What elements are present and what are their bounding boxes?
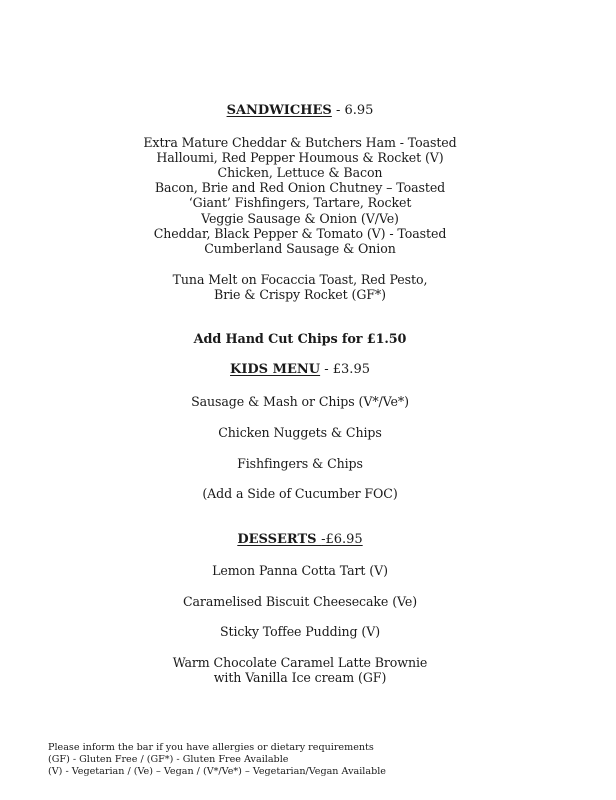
sandwich-item: Bacon, Brie and Red Onion Chutney – Toasted: [154, 180, 446, 195]
vegetarian-key: (V) - Vegetarian / (Ve) – Vegan / (V*/Ve*) – Vegetarian/Vegan Available: [48, 766, 386, 778]
dessert-item: Caramelised Biscuit Cheesecake (Ve): [182, 594, 418, 609]
kids-item-note: (Add a Side of Cucumber FOC): [202, 486, 398, 501]
dessert-item: Sticky Toffee Pudding (V): [219, 624, 381, 639]
sandwich-item: Halloumi, Red Pepper Houmous & Rocket (V): [156, 150, 444, 165]
sandwiches-heading: [0, 103, 600, 119]
gluten-key: (GF) - Gluten Free / (GF*) - Gluten Free Available: [48, 754, 289, 766]
sandwich-special-line-2: Brie & Crispy Rocket (GF*): [214, 287, 386, 302]
sandwich-item: ‘Giant’ Fishfingers, Tartare, Rocket: [188, 195, 412, 210]
sandwich-item: Chicken, Lettuce & Bacon: [217, 165, 383, 180]
desserts-heading: [0, 532, 600, 548]
allergy-notice: Please inform the bar if you have allergies or dietary requirements: [48, 742, 374, 753]
sandwich-item: Extra Mature Cheddar & Butchers Ham - Toasted: [143, 135, 457, 150]
add-chips-note: Add Hand Cut Chips for £1.50: [193, 332, 407, 347]
sandwiches-title: SANDWICHES: [226, 103, 332, 118]
desserts-title: DESSERTS: [237, 532, 322, 547]
desserts-price: -£6.95: [321, 532, 363, 547]
dessert-item: Warm Chocolate Caramel Latte Brownie: [172, 655, 428, 670]
kids-item: Fishfingers & Chips: [237, 456, 363, 471]
kids-item: Chicken Nuggets & Chips: [218, 425, 382, 440]
dessert-item: with Vanilla Ice cream (GF): [213, 670, 387, 685]
allergy-footer: [48, 742, 386, 779]
kids-menu-title: KIDS MENU: [230, 362, 321, 377]
kids-menu-price: - £3.95: [320, 362, 370, 377]
sandwich-item: Veggie Sausage & Onion (V/Ve): [201, 211, 399, 226]
kids-menu-heading: [0, 362, 600, 378]
sandwich-special-line-1: Tuna Melt on Focaccia Toast, Red Pesto,: [172, 272, 428, 287]
sandwiches-price: - 6.95: [331, 103, 374, 118]
sandwich-item: Cheddar, Black Pepper & Tomato (V) - Toasted: [153, 226, 447, 241]
dessert-item: Lemon Panna Cotta Tart (V): [212, 563, 388, 578]
sandwich-item: Cumberland Sausage & Onion: [204, 241, 396, 256]
kids-item: Sausage & Mash or Chips (V*/Ve*): [191, 394, 409, 409]
